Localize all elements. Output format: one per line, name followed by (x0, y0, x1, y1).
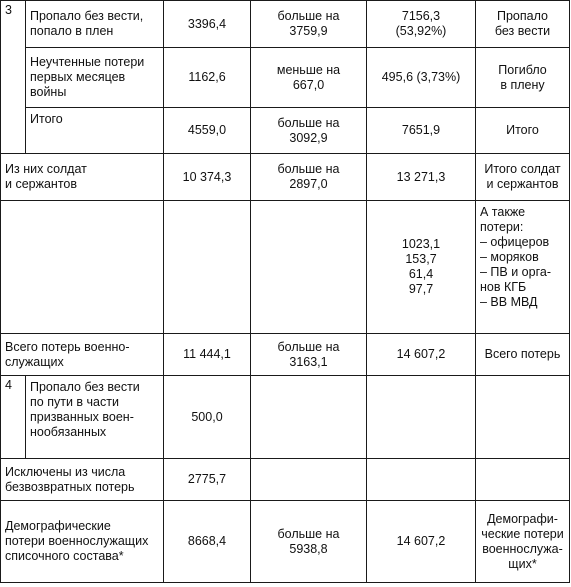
table-row (1, 201, 570, 334)
cell-category: Итого солдат и сержантов (476, 154, 570, 201)
cell-value: 7156,3 (53,92%) (367, 1, 476, 48)
empty-cell (251, 376, 367, 459)
cell-value: 3396,4 (164, 1, 251, 48)
table-row (1, 334, 570, 376)
cell-category: Погибло в плену (476, 48, 570, 108)
row-label-missing-en-route: Пропало без вести по пути в части призванных воен- нообязанных (26, 376, 164, 459)
cell-value: 1162,6 (164, 48, 251, 108)
cell-value: 8668,4 (164, 501, 251, 583)
cell-difference: больше на 2897,0 (251, 154, 367, 201)
table-row (1, 501, 570, 583)
cell-value: 2775,7 (164, 459, 251, 501)
cell-category: Всего потерь (476, 334, 570, 376)
empty-cell (251, 201, 367, 334)
row-label-total: Итого (26, 108, 164, 154)
empty-cell (476, 459, 570, 501)
cell-category-other: А также потери: – офицеров – моряков – ПВ и орга- нов КГБ – ВВ МВД (476, 201, 570, 334)
table-row (1, 48, 570, 108)
empty-cell (1, 201, 164, 334)
cell-difference: больше на 5938,8 (251, 501, 367, 583)
cell-value: 14 607,2 (367, 334, 476, 376)
section-number-4: 4 (1, 376, 26, 459)
empty-cell (164, 201, 251, 334)
table-row (1, 108, 570, 154)
cell-value: 4559,0 (164, 108, 251, 154)
cell-value: 13 271,3 (367, 154, 476, 201)
cell-difference: больше на 3759,9 (251, 1, 367, 48)
cell-category: Пропало без вести (476, 1, 570, 48)
cell-value: 11 444,1 (164, 334, 251, 376)
row-label-total-servicemen: Всего потерь военно- служащих (1, 334, 164, 376)
row-label-missing-captured: Пропало без вести, попало в плен (26, 1, 164, 48)
cell-value: 10 374,3 (164, 154, 251, 201)
empty-cell (367, 376, 476, 459)
cell-difference: больше на 3163,1 (251, 334, 367, 376)
row-label-unaccounted: Неучтенные потери первых месяцев войны (26, 48, 164, 108)
cell-value: 14 607,2 (367, 501, 476, 583)
cell-category: Демографи- ческие потери военнослужа- щих* (476, 501, 570, 583)
row-label-demographic: Демографические потери военнослужащих списочного состава* (1, 501, 164, 583)
row-label-soldiers: Из них солдат и сержантов (1, 154, 164, 201)
table-row (1, 376, 570, 459)
cell-category: Итого (476, 108, 570, 154)
row-label-excluded: Исключены из числа безвозвратных потерь (1, 459, 164, 501)
cell-value: 495,6 (3,73%) (367, 48, 476, 108)
cell-value: 500,0 (164, 376, 251, 459)
cell-difference: меньше на 667,0 (251, 48, 367, 108)
table-row (1, 459, 570, 501)
table-row (1, 154, 570, 201)
table-row (1, 1, 570, 48)
section-number-3: 3 (1, 1, 26, 154)
cell-value: 7651,9 (367, 108, 476, 154)
cell-difference: больше на 3092,9 (251, 108, 367, 154)
empty-cell (367, 459, 476, 501)
empty-cell (476, 376, 570, 459)
empty-cell (251, 459, 367, 501)
cell-values-other: 1023,1 153,7 61,4 97,7 (367, 201, 476, 334)
